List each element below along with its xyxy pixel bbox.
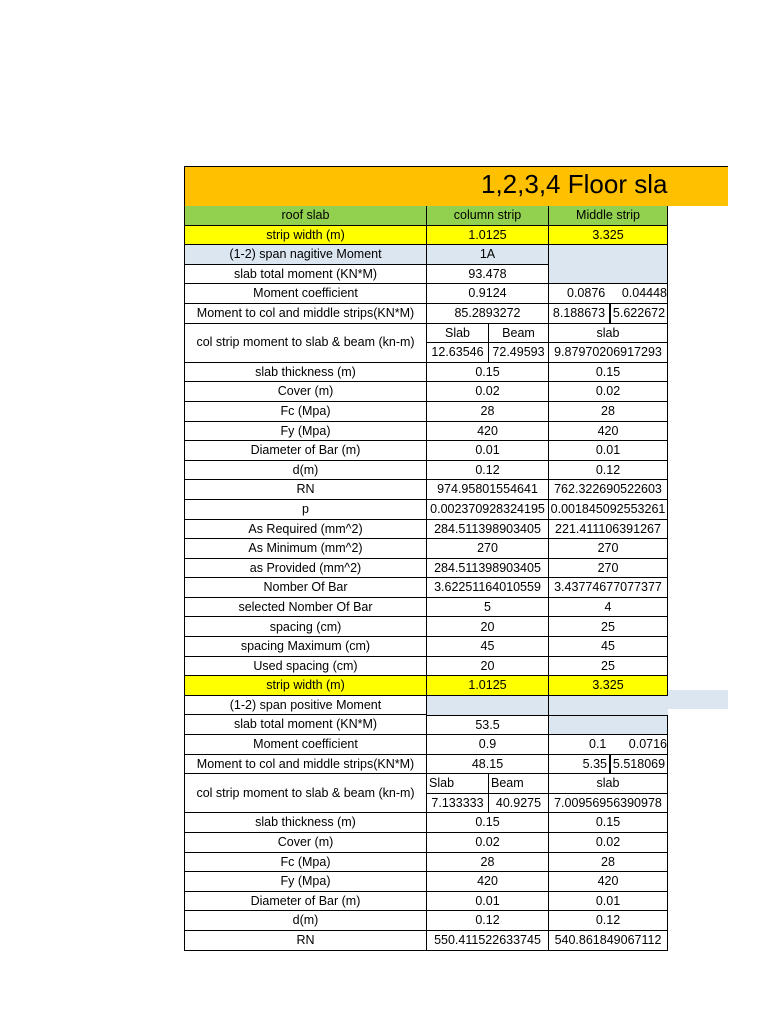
cell-value[interactable]: 5.622672 bbox=[610, 304, 667, 323]
cell[interactable]: 93.478 bbox=[426, 265, 548, 285]
cell[interactable]: 28 bbox=[548, 853, 668, 873]
cell[interactable]: 270 bbox=[426, 539, 548, 559]
cell[interactable]: 5 bbox=[426, 598, 548, 618]
cell[interactable]: 0.9 bbox=[426, 735, 548, 755]
cell[interactable]: Diameter of Bar (m) bbox=[184, 892, 426, 912]
table-row bbox=[184, 598, 668, 618]
cell[interactable]: 1.0125 bbox=[426, 226, 548, 246]
cell-value[interactable]: slab bbox=[596, 325, 620, 340]
cell[interactable]: 0.12 bbox=[548, 461, 668, 481]
table-row bbox=[184, 382, 668, 402]
cell[interactable]: 0.15 bbox=[548, 363, 668, 383]
cell-value[interactable]: Beam bbox=[488, 324, 548, 343]
cell bbox=[548, 284, 668, 304]
spreadsheet-grid bbox=[184, 206, 668, 951]
cell[interactable]: 20 bbox=[426, 617, 548, 637]
table-row bbox=[184, 892, 668, 912]
cell[interactable]: Moment coefficient bbox=[184, 735, 426, 755]
cell[interactable]: 0.02 bbox=[426, 382, 548, 402]
table-row bbox=[184, 304, 668, 324]
cell[interactable]: 762.322690522603 bbox=[548, 480, 668, 500]
table-row bbox=[184, 872, 668, 892]
cell[interactable]: 3.325 bbox=[548, 676, 668, 696]
cell bbox=[548, 304, 668, 324]
cell[interactable]: 20 bbox=[426, 657, 548, 677]
header-row bbox=[184, 206, 668, 226]
table-row bbox=[184, 774, 668, 813]
cell[interactable]: 85.2893272 bbox=[426, 304, 548, 324]
cell[interactable]: slab thickness (m) bbox=[184, 363, 426, 383]
cell[interactable]: As Required (mm^2) bbox=[184, 520, 426, 540]
cell[interactable]: Diameter of Bar (m) bbox=[184, 441, 426, 461]
cell[interactable]: 45 bbox=[548, 637, 668, 657]
cell[interactable]: col strip moment to slab & beam (kn-m) bbox=[184, 774, 426, 813]
cell[interactable]: 1.0125 bbox=[426, 676, 548, 696]
cell[interactable]: strip width (m) bbox=[184, 226, 426, 246]
cell-value[interactable]: Slab bbox=[429, 776, 455, 791]
table-row bbox=[184, 324, 668, 363]
cell[interactable]: p bbox=[184, 500, 426, 520]
cell[interactable]: Fy (Mpa) bbox=[184, 422, 426, 442]
title-bar bbox=[184, 166, 728, 206]
table-row bbox=[184, 813, 668, 833]
cell[interactable]: As Minimum (mm^2) bbox=[184, 539, 426, 559]
table-row bbox=[184, 676, 668, 696]
table-row bbox=[184, 833, 668, 853]
cell[interactable] bbox=[548, 696, 668, 716]
table-row bbox=[184, 245, 668, 265]
cell-value[interactable]: 0.0716 bbox=[628, 737, 667, 752]
cell[interactable]: 974.95801554641 bbox=[426, 480, 548, 500]
cell[interactable]: slab thickness (m) bbox=[184, 813, 426, 833]
cell bbox=[548, 774, 668, 813]
cell[interactable]: 48.15 bbox=[426, 755, 548, 775]
sheet-title: 1,2,3,4 Floor sla bbox=[481, 169, 668, 199]
table-row bbox=[184, 461, 668, 481]
cell bbox=[426, 774, 548, 813]
cell[interactable]: col strip moment to slab & beam (kn-m) bbox=[184, 324, 426, 363]
cell-value[interactable]: 5.35 bbox=[549, 755, 610, 774]
cell[interactable]: 3.62251164010559 bbox=[426, 578, 548, 598]
cell[interactable]: (1-2) span positive Moment bbox=[184, 696, 426, 716]
cell[interactable]: 0.9124 bbox=[426, 284, 548, 304]
cell[interactable]: 0.02 bbox=[426, 833, 548, 853]
cell bbox=[426, 324, 548, 363]
cell bbox=[548, 324, 668, 363]
cell-value[interactable]: 0.0876 bbox=[567, 286, 606, 301]
table-row bbox=[184, 931, 668, 951]
cell[interactable] bbox=[548, 715, 668, 735]
cell[interactable]: Cover (m) bbox=[184, 382, 426, 402]
cell[interactable]: slab total moment (KN*M) bbox=[184, 715, 426, 735]
cell[interactable]: 420 bbox=[426, 422, 548, 442]
cell[interactable]: 540.861849067112 bbox=[548, 931, 668, 951]
table-row bbox=[184, 696, 668, 716]
cell bbox=[548, 755, 668, 775]
cell[interactable]: 0.12 bbox=[426, 911, 548, 931]
cell[interactable]: 4 bbox=[548, 598, 668, 618]
cell[interactable]: Middle strip bbox=[548, 206, 668, 226]
cell[interactable]: 0.001845092553261 bbox=[548, 500, 668, 520]
cell[interactable]: Moment to col and middle strips(KN*M) bbox=[184, 304, 426, 324]
table-row bbox=[184, 441, 668, 461]
cell[interactable]: Nomber Of Bar bbox=[184, 578, 426, 598]
cell[interactable]: 0.02 bbox=[548, 382, 668, 402]
cell[interactable]: 284.511398903405 bbox=[426, 559, 548, 579]
cell[interactable]: 270 bbox=[548, 559, 668, 579]
table-row bbox=[184, 284, 668, 304]
cell-value[interactable]: Slab bbox=[444, 325, 471, 340]
cell[interactable]: slab total moment (KN*M) bbox=[184, 265, 426, 285]
table-row bbox=[184, 363, 668, 383]
cell[interactable]: 0.01 bbox=[426, 892, 548, 912]
cell-value[interactable]: 7.00956956390978 bbox=[554, 795, 662, 810]
table-row bbox=[184, 735, 668, 755]
cell[interactable]: Fc (Mpa) bbox=[184, 853, 426, 873]
cell-value[interactable]: 5.518069 bbox=[610, 755, 667, 774]
cell[interactable]: 0.12 bbox=[426, 461, 548, 481]
cell[interactable]: roof slab bbox=[184, 206, 426, 226]
cell[interactable]: 0.15 bbox=[426, 363, 548, 383]
cell-value[interactable]: 40.9275 bbox=[488, 794, 548, 813]
cell[interactable]: RN bbox=[184, 931, 426, 951]
cell-value[interactable]: Beam bbox=[488, 774, 548, 793]
cell[interactable]: 270 bbox=[548, 539, 668, 559]
cell[interactable]: Fy (Mpa) bbox=[184, 872, 426, 892]
cell[interactable] bbox=[548, 245, 668, 265]
cell[interactable]: as Provided (mm^2) bbox=[184, 559, 426, 579]
cell[interactable]: 0.12 bbox=[548, 911, 668, 931]
cell[interactable]: 0.02 bbox=[548, 833, 668, 853]
cell[interactable]: 3.43774677077377 bbox=[548, 578, 668, 598]
cell[interactable]: Moment to col and middle strips(KN*M) bbox=[184, 755, 426, 775]
table-row bbox=[184, 617, 668, 637]
cell[interactable] bbox=[548, 265, 668, 285]
table-row bbox=[184, 755, 668, 775]
cell[interactable]: 0.002370928324195 bbox=[426, 500, 548, 520]
cell[interactable]: 28 bbox=[548, 402, 668, 422]
table-row bbox=[184, 853, 668, 873]
cell[interactable]: 550.411522633745 bbox=[426, 931, 548, 951]
cell[interactable]: spacing (cm) bbox=[184, 617, 426, 637]
table-row bbox=[184, 911, 668, 931]
cell[interactable]: 420 bbox=[548, 422, 668, 442]
table-row bbox=[184, 520, 668, 540]
table-row bbox=[184, 559, 668, 579]
cell[interactable]: 0.01 bbox=[426, 441, 548, 461]
cell bbox=[548, 735, 668, 755]
cell-value[interactable]: slab bbox=[596, 776, 620, 791]
table-row bbox=[184, 539, 668, 559]
cell[interactable]: 28 bbox=[426, 853, 548, 873]
cell[interactable]: 284.511398903405 bbox=[426, 520, 548, 540]
table-row bbox=[184, 265, 668, 285]
cell[interactable]: 28 bbox=[426, 402, 548, 422]
cell[interactable]: 0.15 bbox=[548, 813, 668, 833]
cell[interactable]: 3.325 bbox=[548, 226, 668, 246]
table-row bbox=[184, 480, 668, 500]
cell-value[interactable]: 0.1 bbox=[589, 737, 607, 752]
cell[interactable]: d(m) bbox=[184, 911, 426, 931]
cell[interactable] bbox=[426, 696, 548, 716]
cell-value[interactable]: 7.133333 bbox=[431, 795, 484, 810]
cell[interactable]: (1-2) span nagitive Moment bbox=[184, 245, 426, 265]
cell[interactable]: selected Nomber Of Bar bbox=[184, 598, 426, 618]
cell-value[interactable]: 72.49593 bbox=[488, 343, 548, 362]
table-row bbox=[184, 657, 668, 677]
cell-value[interactable]: 8.188673 bbox=[549, 304, 610, 323]
cell[interactable]: Moment coefficient bbox=[184, 284, 426, 304]
cell[interactable]: spacing Maximum (cm) bbox=[184, 637, 426, 657]
cell[interactable]: column strip bbox=[426, 206, 548, 226]
cell[interactable]: 420 bbox=[426, 872, 548, 892]
table-row bbox=[184, 402, 668, 422]
cell[interactable]: RN bbox=[184, 480, 426, 500]
cell[interactable]: 53.5 bbox=[426, 715, 548, 735]
table-row bbox=[184, 500, 668, 520]
highlight-band bbox=[668, 690, 728, 709]
table-row bbox=[184, 637, 668, 657]
cell[interactable]: 0.01 bbox=[548, 892, 668, 912]
cell-value[interactable]: 12.63546 bbox=[431, 345, 484, 360]
cell[interactable]: 221.411106391267 bbox=[548, 520, 668, 540]
cell[interactable]: 45 bbox=[426, 637, 548, 657]
cell[interactable]: 0.15 bbox=[426, 813, 548, 833]
table-row bbox=[184, 422, 668, 442]
table-row bbox=[184, 226, 668, 246]
cell[interactable]: 420 bbox=[548, 872, 668, 892]
cell[interactable]: Cover (m) bbox=[184, 833, 426, 853]
cell[interactable]: 25 bbox=[548, 617, 668, 637]
cell[interactable]: Used spacing (cm) bbox=[184, 657, 426, 677]
cell[interactable]: 0.01 bbox=[548, 441, 668, 461]
cell[interactable]: 25 bbox=[548, 657, 668, 677]
cell[interactable]: Fc (Mpa) bbox=[184, 402, 426, 422]
table-row bbox=[184, 578, 668, 598]
cell[interactable]: strip width (m) bbox=[184, 676, 426, 696]
cell-value[interactable]: 9.87970206917293 bbox=[554, 345, 662, 360]
cell-value[interactable]: 0.04448 bbox=[621, 286, 667, 301]
table-row bbox=[184, 715, 668, 735]
cell[interactable]: d(m) bbox=[184, 461, 426, 481]
cell[interactable]: 1A bbox=[426, 245, 548, 265]
